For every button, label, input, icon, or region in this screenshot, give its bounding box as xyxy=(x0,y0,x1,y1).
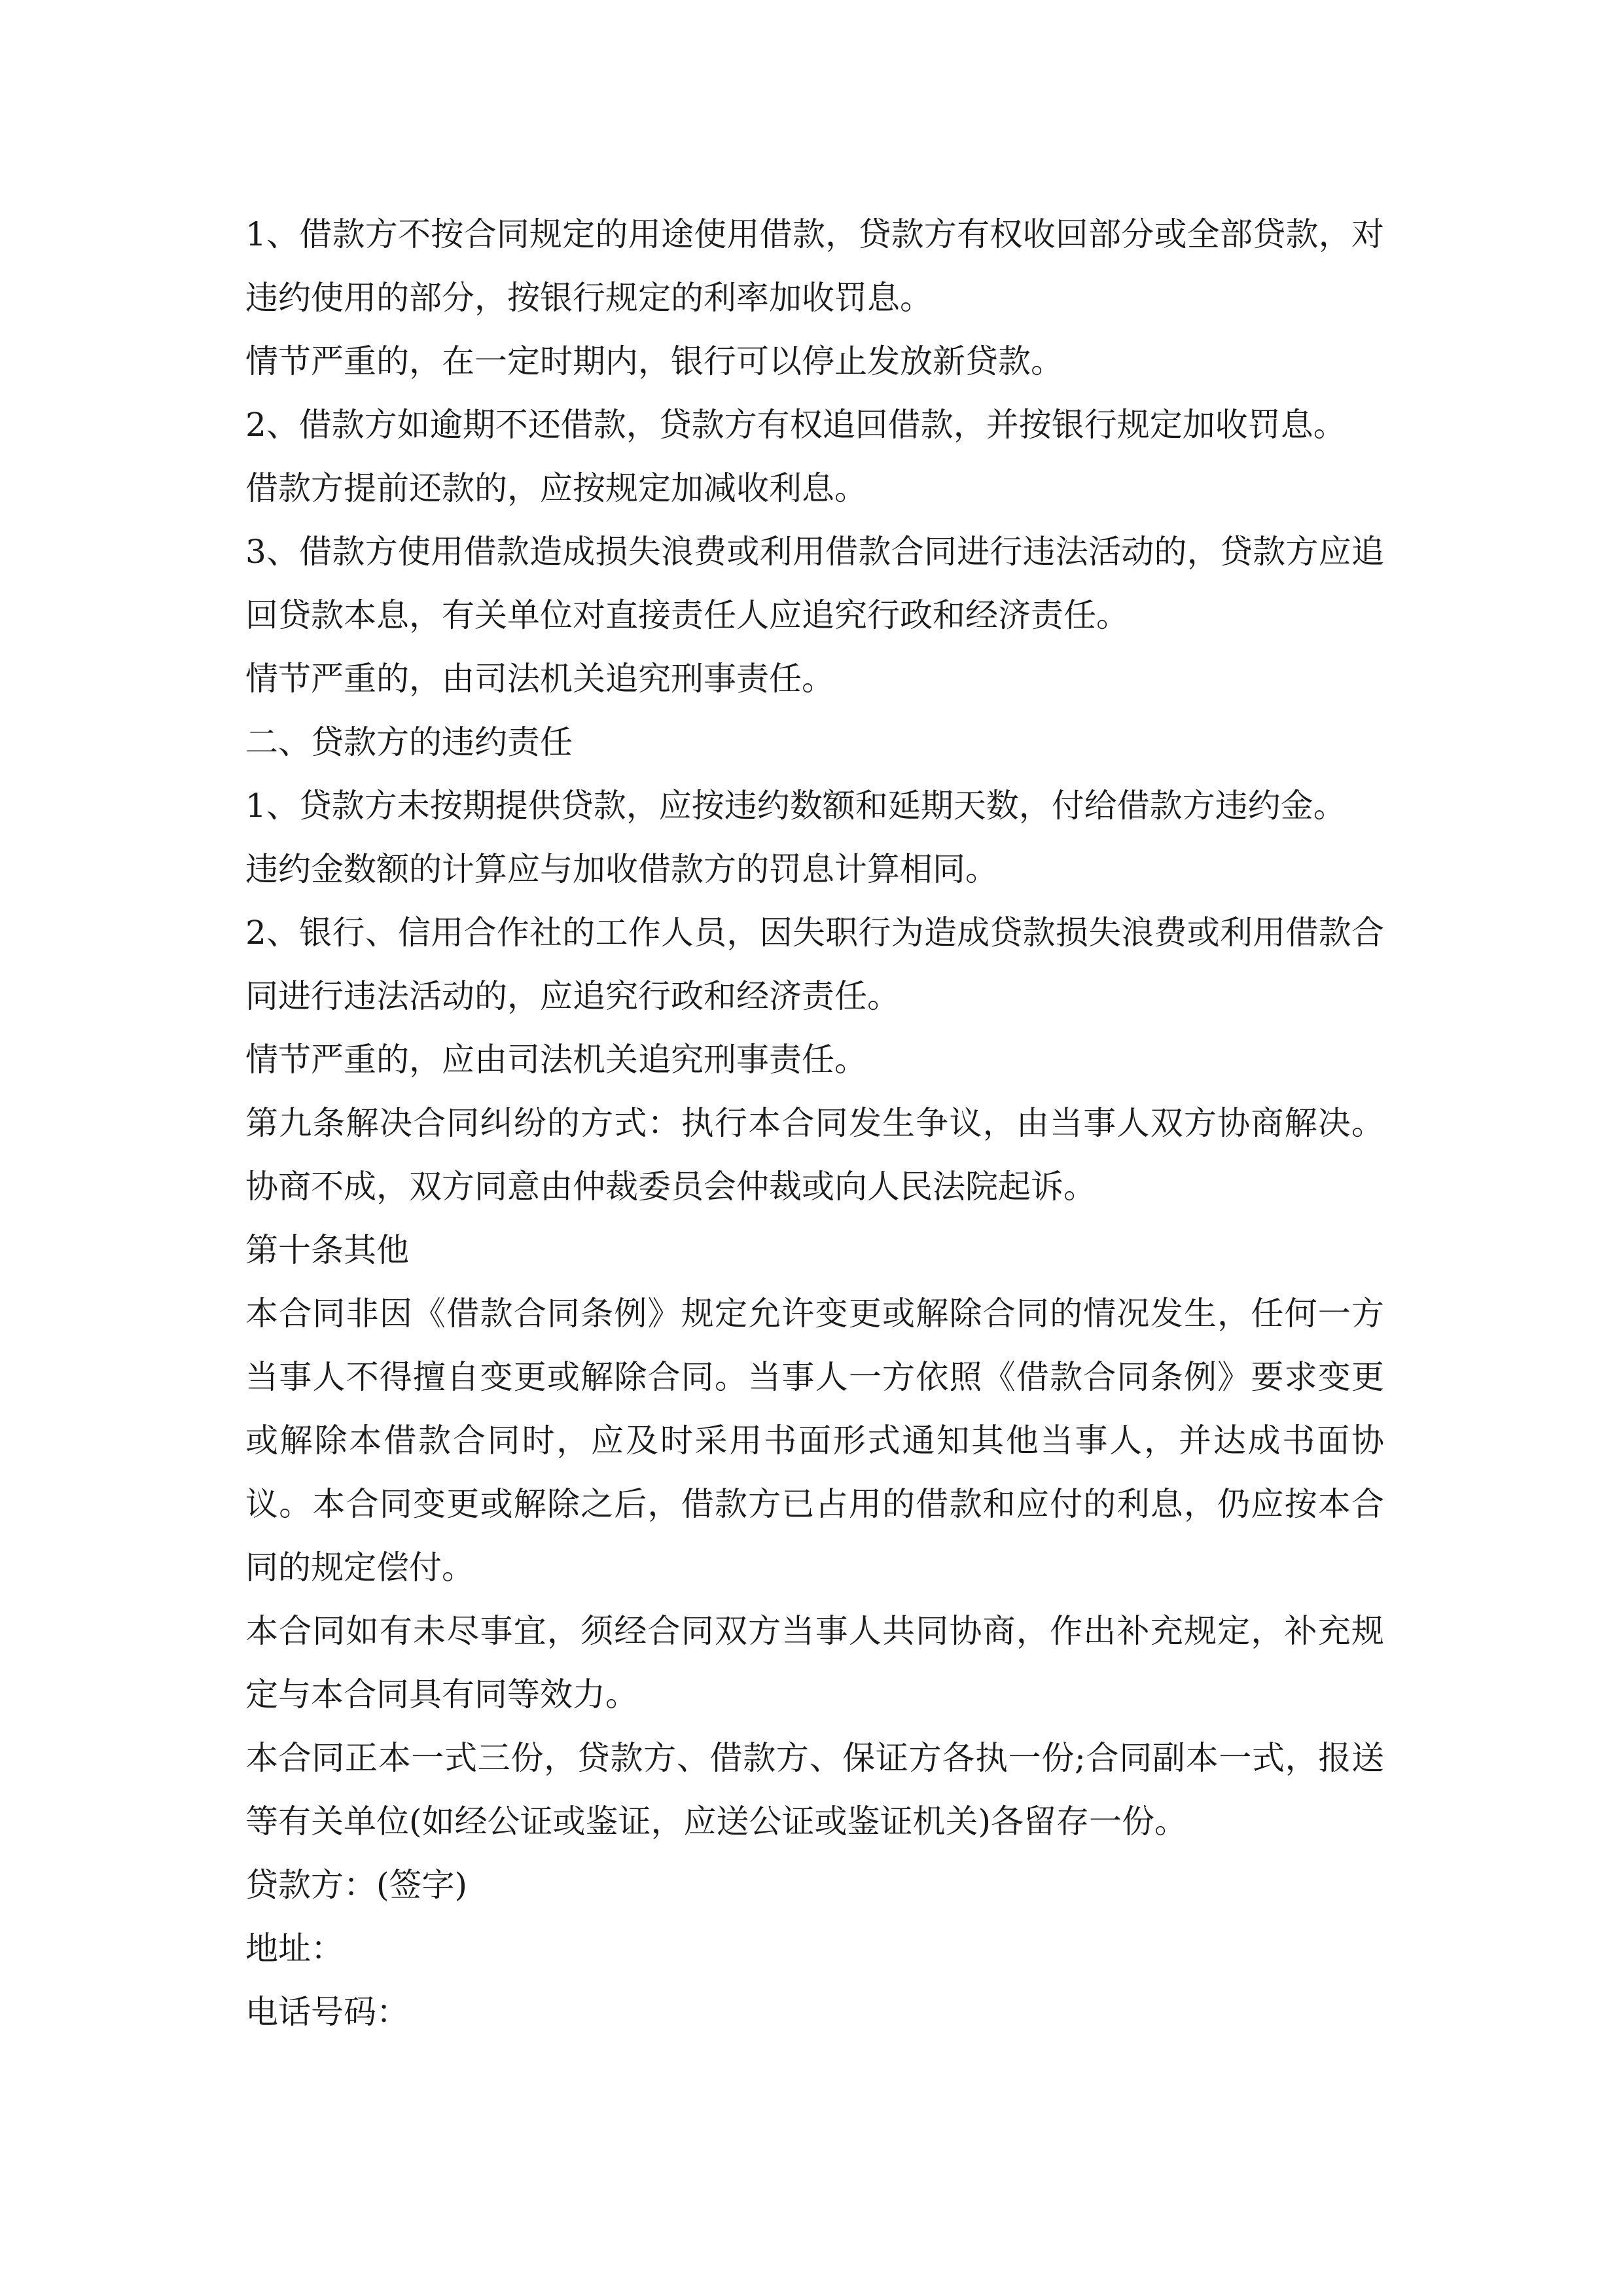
paragraph-lender-late: 1、贷款方未按期提供贷款，应按违约数额和延期天数，付给借款方违约金。 xyxy=(245,787,1346,825)
lender-signature-line: 贷款方：(签字) xyxy=(245,1866,468,1904)
paragraph-staff-criminal: 情节严重的，应由司法机关追究刑事责任。 xyxy=(245,1041,867,1079)
paragraph-staff-negligence: 2、银行、信用合作社的工作人员，因失职行为造成贷款损失浪费或利用借款合同进行违法活动的，应追究行政和经济责任。 xyxy=(245,914,1384,1015)
article-10-heading: 第十条其他 xyxy=(245,1231,409,1269)
paragraph-copies: 本合同正本一式三份，贷款方、借款方、保证方各执一份;合同副本一式，报送等有关单位(如经公证或鉴证，应送公证或鉴证机关)各留存一份。 xyxy=(245,1739,1384,1840)
address-line: 地址： xyxy=(245,1929,344,1967)
article-9-disputes: 第九条解决合同纠纷的方式：执行本合同发生争议，由当事人双方协商解决。协商不成，双方同意由仲裁委员会仲裁或向人民法院起诉。 xyxy=(245,1104,1384,1206)
document-body xyxy=(245,203,1384,2044)
section-heading-lender-liability: 二、贷款方的违约责任 xyxy=(245,723,573,761)
paragraph-borrower-overdue: 2、借款方如逾期不还借款，贷款方有权追回借款，并按银行规定加收罚息。 xyxy=(245,406,1346,444)
paragraph-serious-criminal: 情节严重的，由司法机关追究刑事责任。 xyxy=(245,660,834,698)
phone-line: 电话号码： xyxy=(245,1993,409,2031)
paragraph-supplementary: 本合同如有未尽事宜，须经合同双方当事人共同协商，作出补充规定，补充规定与本合同具有同等效力。 xyxy=(245,1612,1384,1713)
paragraph-borrower-misuse: 1、借款方不按合同规定的用途使用借款，贷款方有权收回部分或全部贷款，对违约使用的部分，按银行规定的利率加收罚息。 xyxy=(245,215,1384,317)
paragraph-early-repayment: 借款方提前还款的，应按规定加减收利息。 xyxy=(245,469,867,507)
paragraph-contract-changes: 本合同非因《借款合同条例》规定允许变更或解除合同的情况发生，任何一方当事人不得擅自变更或解除合同。当事人一方依照《借款合同条例》要求变更或解除本借款合同时，应及时采用书面形式通知其他当事人，并达成书面协议。本合同变更或解除之后，借款方已占用的借款和应付的利息，仍应按本合同的规定偿付。 xyxy=(245,1295,1384,1587)
paragraph-serious-stop-loans: 情节严重的，在一定时期内，银行可以停止发放新贷款。 xyxy=(245,342,1063,380)
paragraph-borrower-loss-illegal: 3、借款方使用借款造成损失浪费或利用借款合同进行违法活动的，贷款方应追回贷款本息，有关单位对直接责任人应追究行政和经济责任。 xyxy=(245,533,1384,634)
paragraph-penalty-calculation: 违约金数额的计算应与加收借款方的罚息计算相同。 xyxy=(245,850,998,888)
